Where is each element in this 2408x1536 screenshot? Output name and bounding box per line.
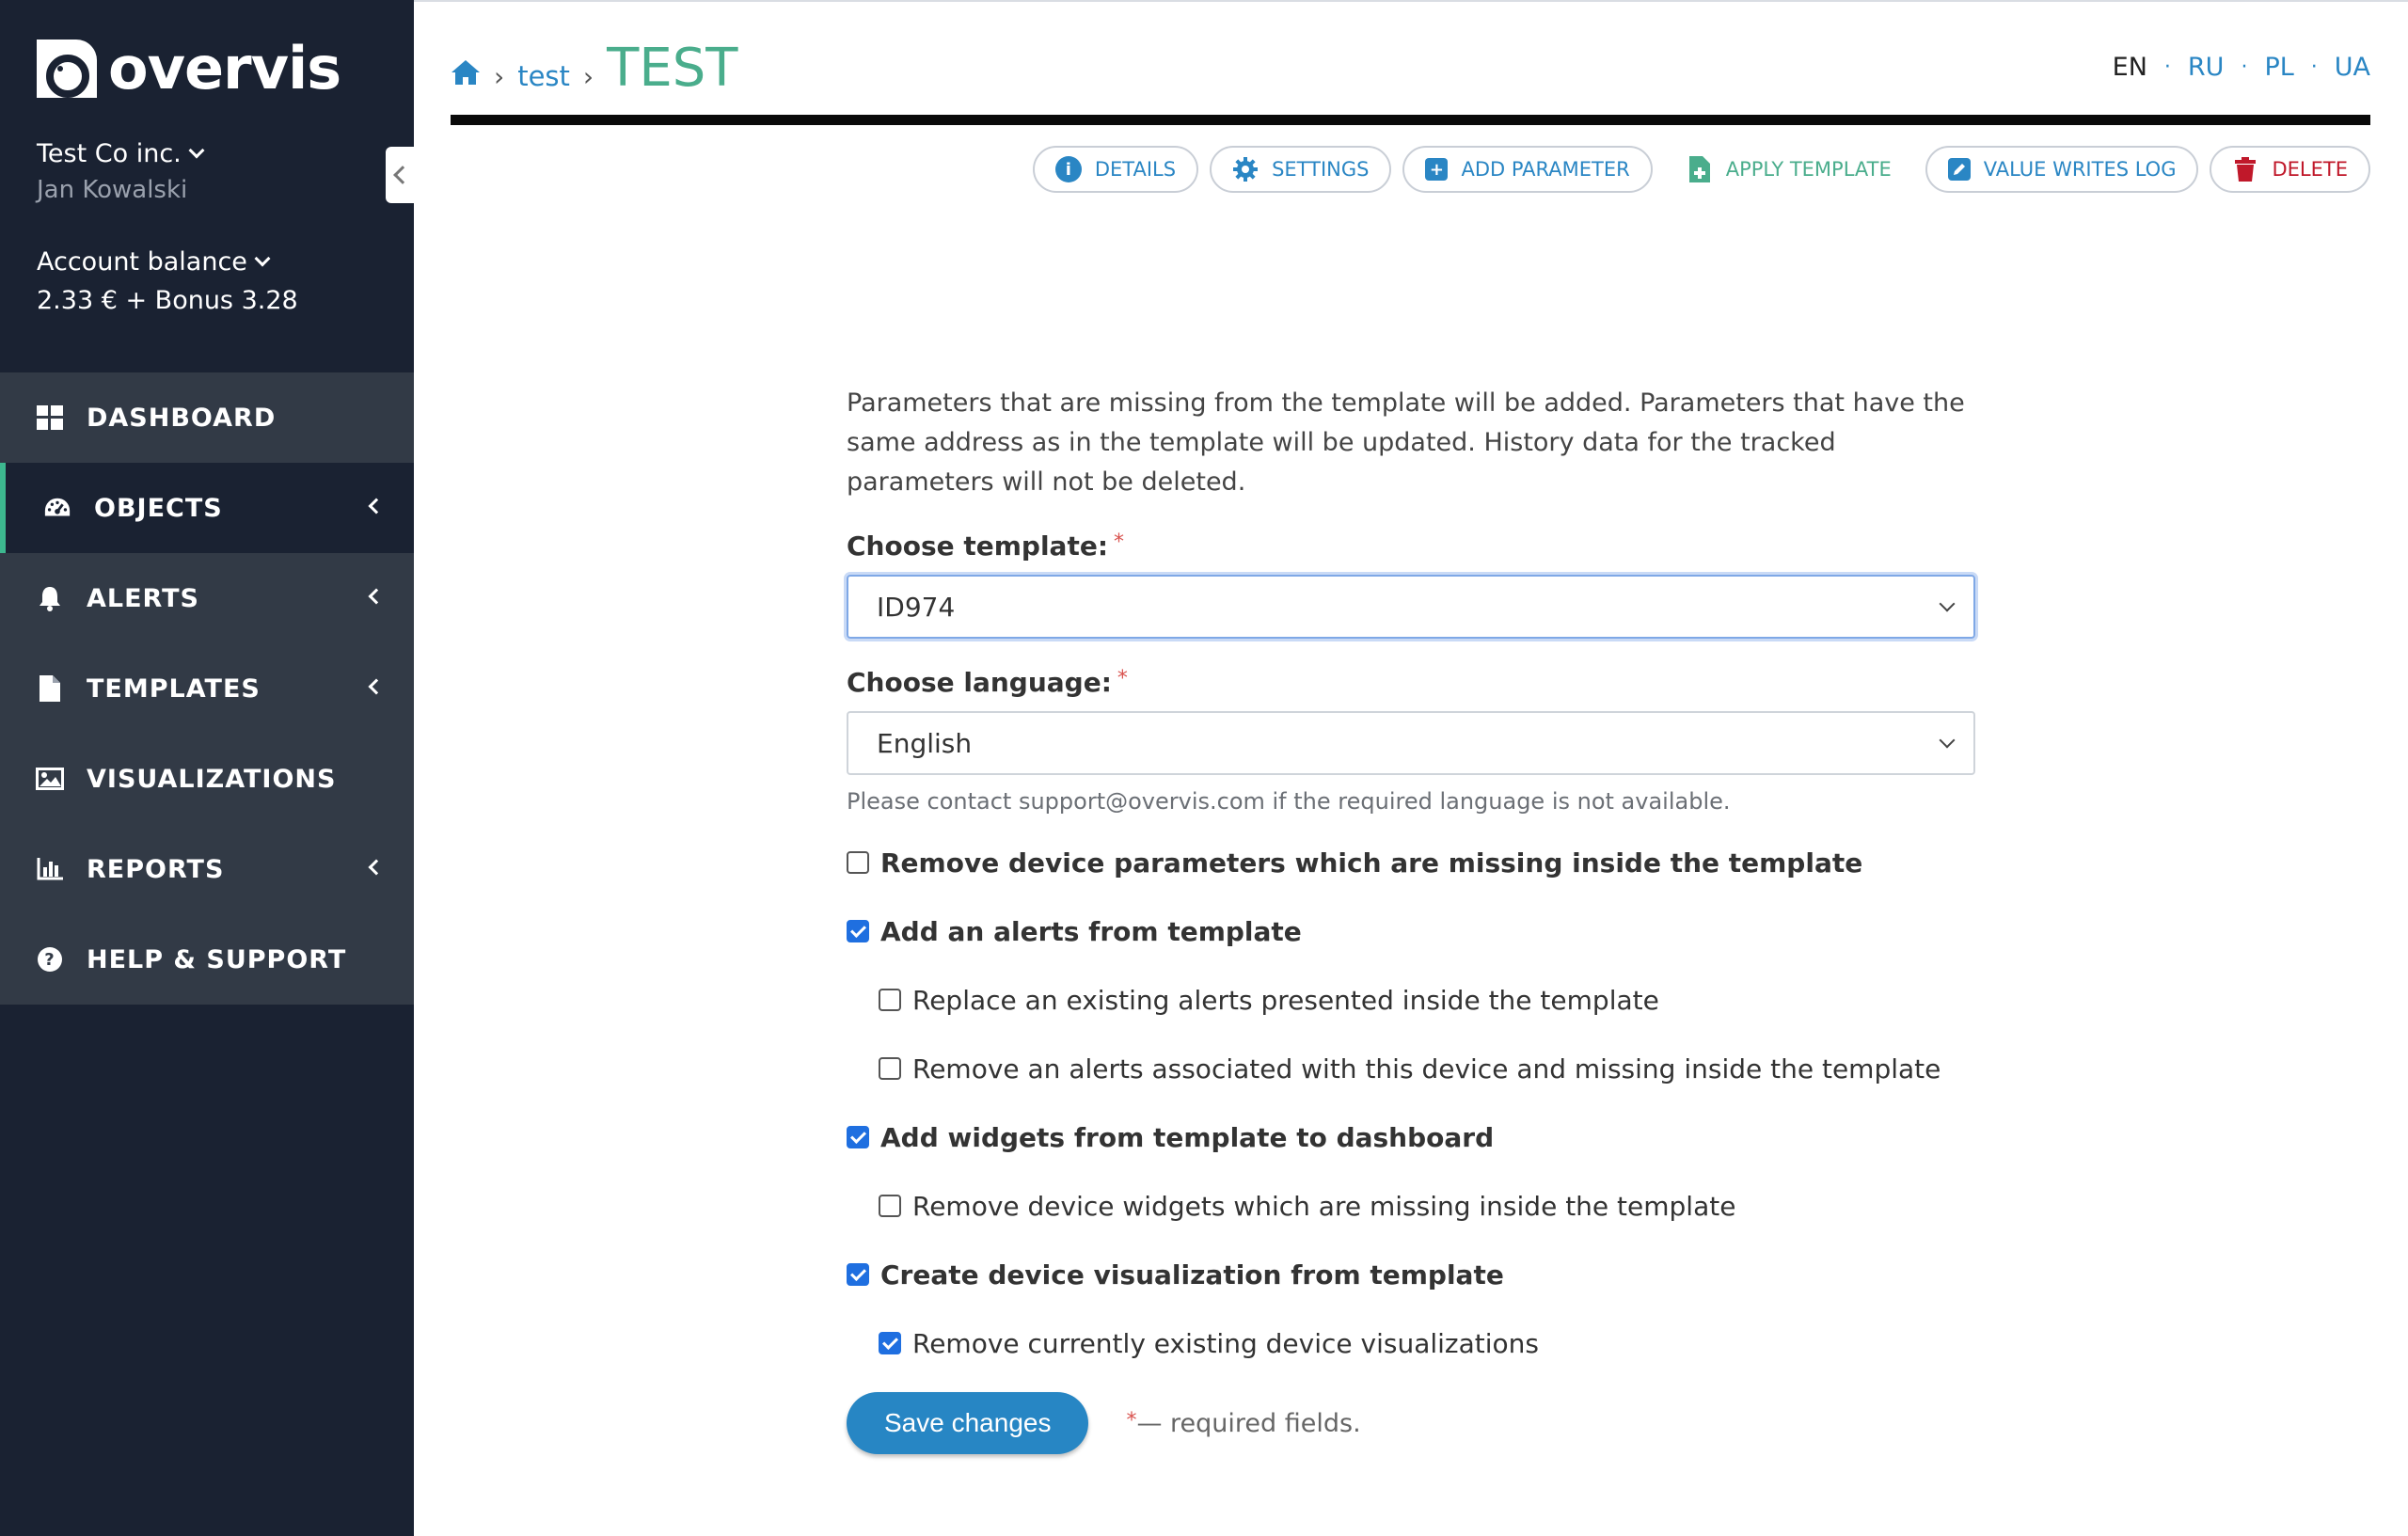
option-label: Remove device widgets which are missing inside the template — [912, 1190, 1736, 1222]
value-writes-log-button[interactable] — [1925, 146, 2199, 193]
settings-button[interactable] — [1210, 146, 1391, 193]
required-note-text: — required fields. — [1136, 1408, 1361, 1438]
image-icon — [36, 765, 64, 793]
edit-icon — [1948, 158, 1971, 181]
chevron-left-icon — [369, 589, 385, 605]
nav-item-help-support[interactable] — [0, 914, 414, 1005]
apply-template-label: APPLY TEMPLATE — [1725, 158, 1892, 181]
page-title: TEST — [607, 38, 738, 99]
option-create-visualization[interactable] — [847, 1254, 1975, 1295]
nav-item-reports[interactable] — [0, 824, 414, 914]
chevron-left-icon — [369, 679, 385, 695]
settings-label: SETTINGS — [1272, 158, 1370, 181]
sidebar-collapse-toggle[interactable] — [386, 147, 414, 203]
separator-dot: · — [2310, 55, 2318, 79]
balance-value: 2.33 € + Bonus 3.28 — [37, 286, 298, 315]
company-switcher[interactable] — [37, 139, 298, 168]
checkbox[interactable] — [879, 1332, 901, 1354]
plus-square-icon: + — [1425, 158, 1448, 181]
add-parameter-label: ADD PARAMETER — [1461, 158, 1630, 181]
chevron-down-icon — [254, 250, 270, 266]
trash-icon — [2232, 156, 2258, 182]
chevron-left-icon — [369, 860, 385, 876]
file-icon — [36, 674, 64, 703]
nav-label: DASHBOARD — [87, 403, 277, 433]
option-add-alerts[interactable] — [847, 911, 1975, 952]
nav-label: HELP & SUPPORT — [87, 944, 347, 974]
gear-icon — [1232, 156, 1259, 182]
checkbox[interactable] — [847, 1126, 869, 1148]
delete-button[interactable] — [2210, 146, 2370, 193]
object-toolbar — [1033, 146, 2370, 193]
language-switcher — [2113, 53, 2370, 82]
option-add-widgets[interactable] — [847, 1116, 1975, 1158]
separator-dot: · — [2163, 55, 2171, 79]
option-label: Add an alerts from template — [880, 915, 1302, 947]
overvis-logo-icon — [37, 40, 97, 98]
user-name: Jan Kowalski — [37, 176, 188, 204]
lang-pl[interactable]: PL — [2264, 53, 2294, 82]
nav-item-visualizations[interactable] — [0, 734, 414, 824]
separator-dot: · — [2241, 55, 2248, 79]
question-circle-icon — [36, 945, 64, 974]
nav-item-objects[interactable] — [0, 463, 414, 553]
home-icon[interactable] — [451, 58, 481, 87]
apply-template-form — [847, 384, 1975, 1454]
sidebar — [0, 0, 414, 1536]
language-field-label — [847, 667, 1975, 698]
required-asterisk: * — [1117, 667, 1128, 690]
chevron-left-icon — [369, 499, 385, 515]
account-balance-toggle[interactable] — [37, 247, 298, 277]
required-asterisk: * — [1114, 530, 1125, 554]
option-remove-alerts[interactable] — [847, 1048, 1975, 1089]
balance-label: Account balance — [37, 247, 247, 277]
option-remove-widgets[interactable] — [847, 1185, 1975, 1227]
option-label: Replace an existing alerts presented inside the template — [912, 984, 1659, 1016]
option-label: Remove currently existing device visualizations — [912, 1327, 1539, 1359]
template-label-text: Choose template: — [847, 530, 1109, 562]
checkbox[interactable] — [847, 851, 869, 874]
company-name: Test Co inc. — [37, 139, 182, 168]
bar-chart-icon — [36, 855, 64, 883]
option-label: Remove an alerts associated with this device and missing inside the template — [912, 1053, 1941, 1085]
gauge-icon — [43, 494, 71, 522]
breadcrumb-parent-link[interactable]: test — [517, 60, 570, 92]
option-remove-params[interactable] — [847, 842, 1975, 883]
save-changes-button[interactable]: Save changes — [847, 1392, 1088, 1454]
top-divider — [414, 0, 2408, 2]
value-writes-log-label: VALUE WRITES LOG — [1983, 158, 2177, 181]
option-label: Remove device parameters which are missing inside the template — [880, 847, 1863, 879]
nav-label: TEMPLATES — [87, 673, 261, 704]
option-remove-visualizations[interactable] — [847, 1322, 1975, 1364]
nav-label: VISUALIZATIONS — [87, 764, 337, 794]
bell-icon — [36, 584, 64, 612]
template-select-value: ID974 — [877, 591, 956, 623]
brand-name: overvis — [108, 34, 341, 103]
details-button[interactable] — [1033, 146, 1198, 193]
option-label: Create device visualization from template — [880, 1259, 1504, 1291]
form-intro: Parameters that are missing from the template will be added. Parameters that have the same address as in the template will be updated. History data for the tracked parameters will not be deleted. — [847, 388, 1965, 497]
account-panel — [37, 139, 298, 315]
delete-label: DELETE — [2272, 158, 2348, 181]
template-select[interactable] — [847, 575, 1975, 639]
chevron-down-icon — [1940, 733, 1956, 749]
language-label-text: Choose language: — [847, 667, 1112, 698]
apply-template-button[interactable] — [1664, 146, 1914, 193]
checkbox[interactable] — [879, 989, 901, 1011]
nav-label: ALERTS — [87, 583, 199, 613]
chevron-left-icon — [393, 166, 412, 184]
nav-item-dashboard[interactable] — [0, 372, 414, 463]
lang-en[interactable]: EN — [2112, 53, 2147, 82]
checkbox[interactable] — [879, 1057, 901, 1080]
checkbox[interactable] — [847, 920, 869, 942]
option-label: Add widgets from template to dashboard — [880, 1121, 1495, 1153]
dashboard-grid-icon — [36, 404, 64, 432]
svg-text:?: ? — [44, 950, 55, 970]
nav-label: REPORTS — [87, 854, 225, 884]
form-actions — [847, 1392, 1975, 1454]
required-fields-note — [1126, 1409, 1360, 1438]
nav-item-templates[interactable] — [0, 643, 414, 734]
breadcrumb-separator-icon: › — [494, 61, 505, 92]
language-select[interactable] — [847, 711, 1975, 775]
language-help-text: Please contact support@overvis.com if the required language is not available. — [847, 788, 1731, 815]
main-nav — [0, 372, 414, 1005]
required-asterisk: * — [1126, 1408, 1137, 1433]
chevron-down-icon — [188, 142, 204, 158]
option-replace-alerts[interactable] — [847, 979, 1975, 1021]
details-label: DETAILS — [1094, 158, 1177, 181]
nav-item-alerts[interactable] — [0, 553, 414, 643]
nav-label: OBJECTS — [94, 493, 223, 523]
checkbox[interactable] — [847, 1263, 869, 1286]
lang-ru[interactable]: RU — [2187, 53, 2225, 82]
file-plus-icon — [1687, 156, 1713, 182]
info-icon: i — [1055, 156, 1082, 182]
add-parameter-button[interactable] — [1402, 146, 1652, 193]
language-select-value: English — [877, 727, 973, 759]
breadcrumb — [451, 38, 738, 99]
header-divider — [451, 115, 2370, 125]
brand-logo[interactable] — [37, 34, 341, 103]
chevron-down-icon — [1940, 596, 1956, 612]
checkbox[interactable] — [879, 1195, 901, 1217]
lang-ua[interactable]: UA — [2334, 53, 2370, 82]
template-field-label — [847, 530, 1975, 562]
breadcrumb-separator-icon: › — [582, 61, 594, 92]
